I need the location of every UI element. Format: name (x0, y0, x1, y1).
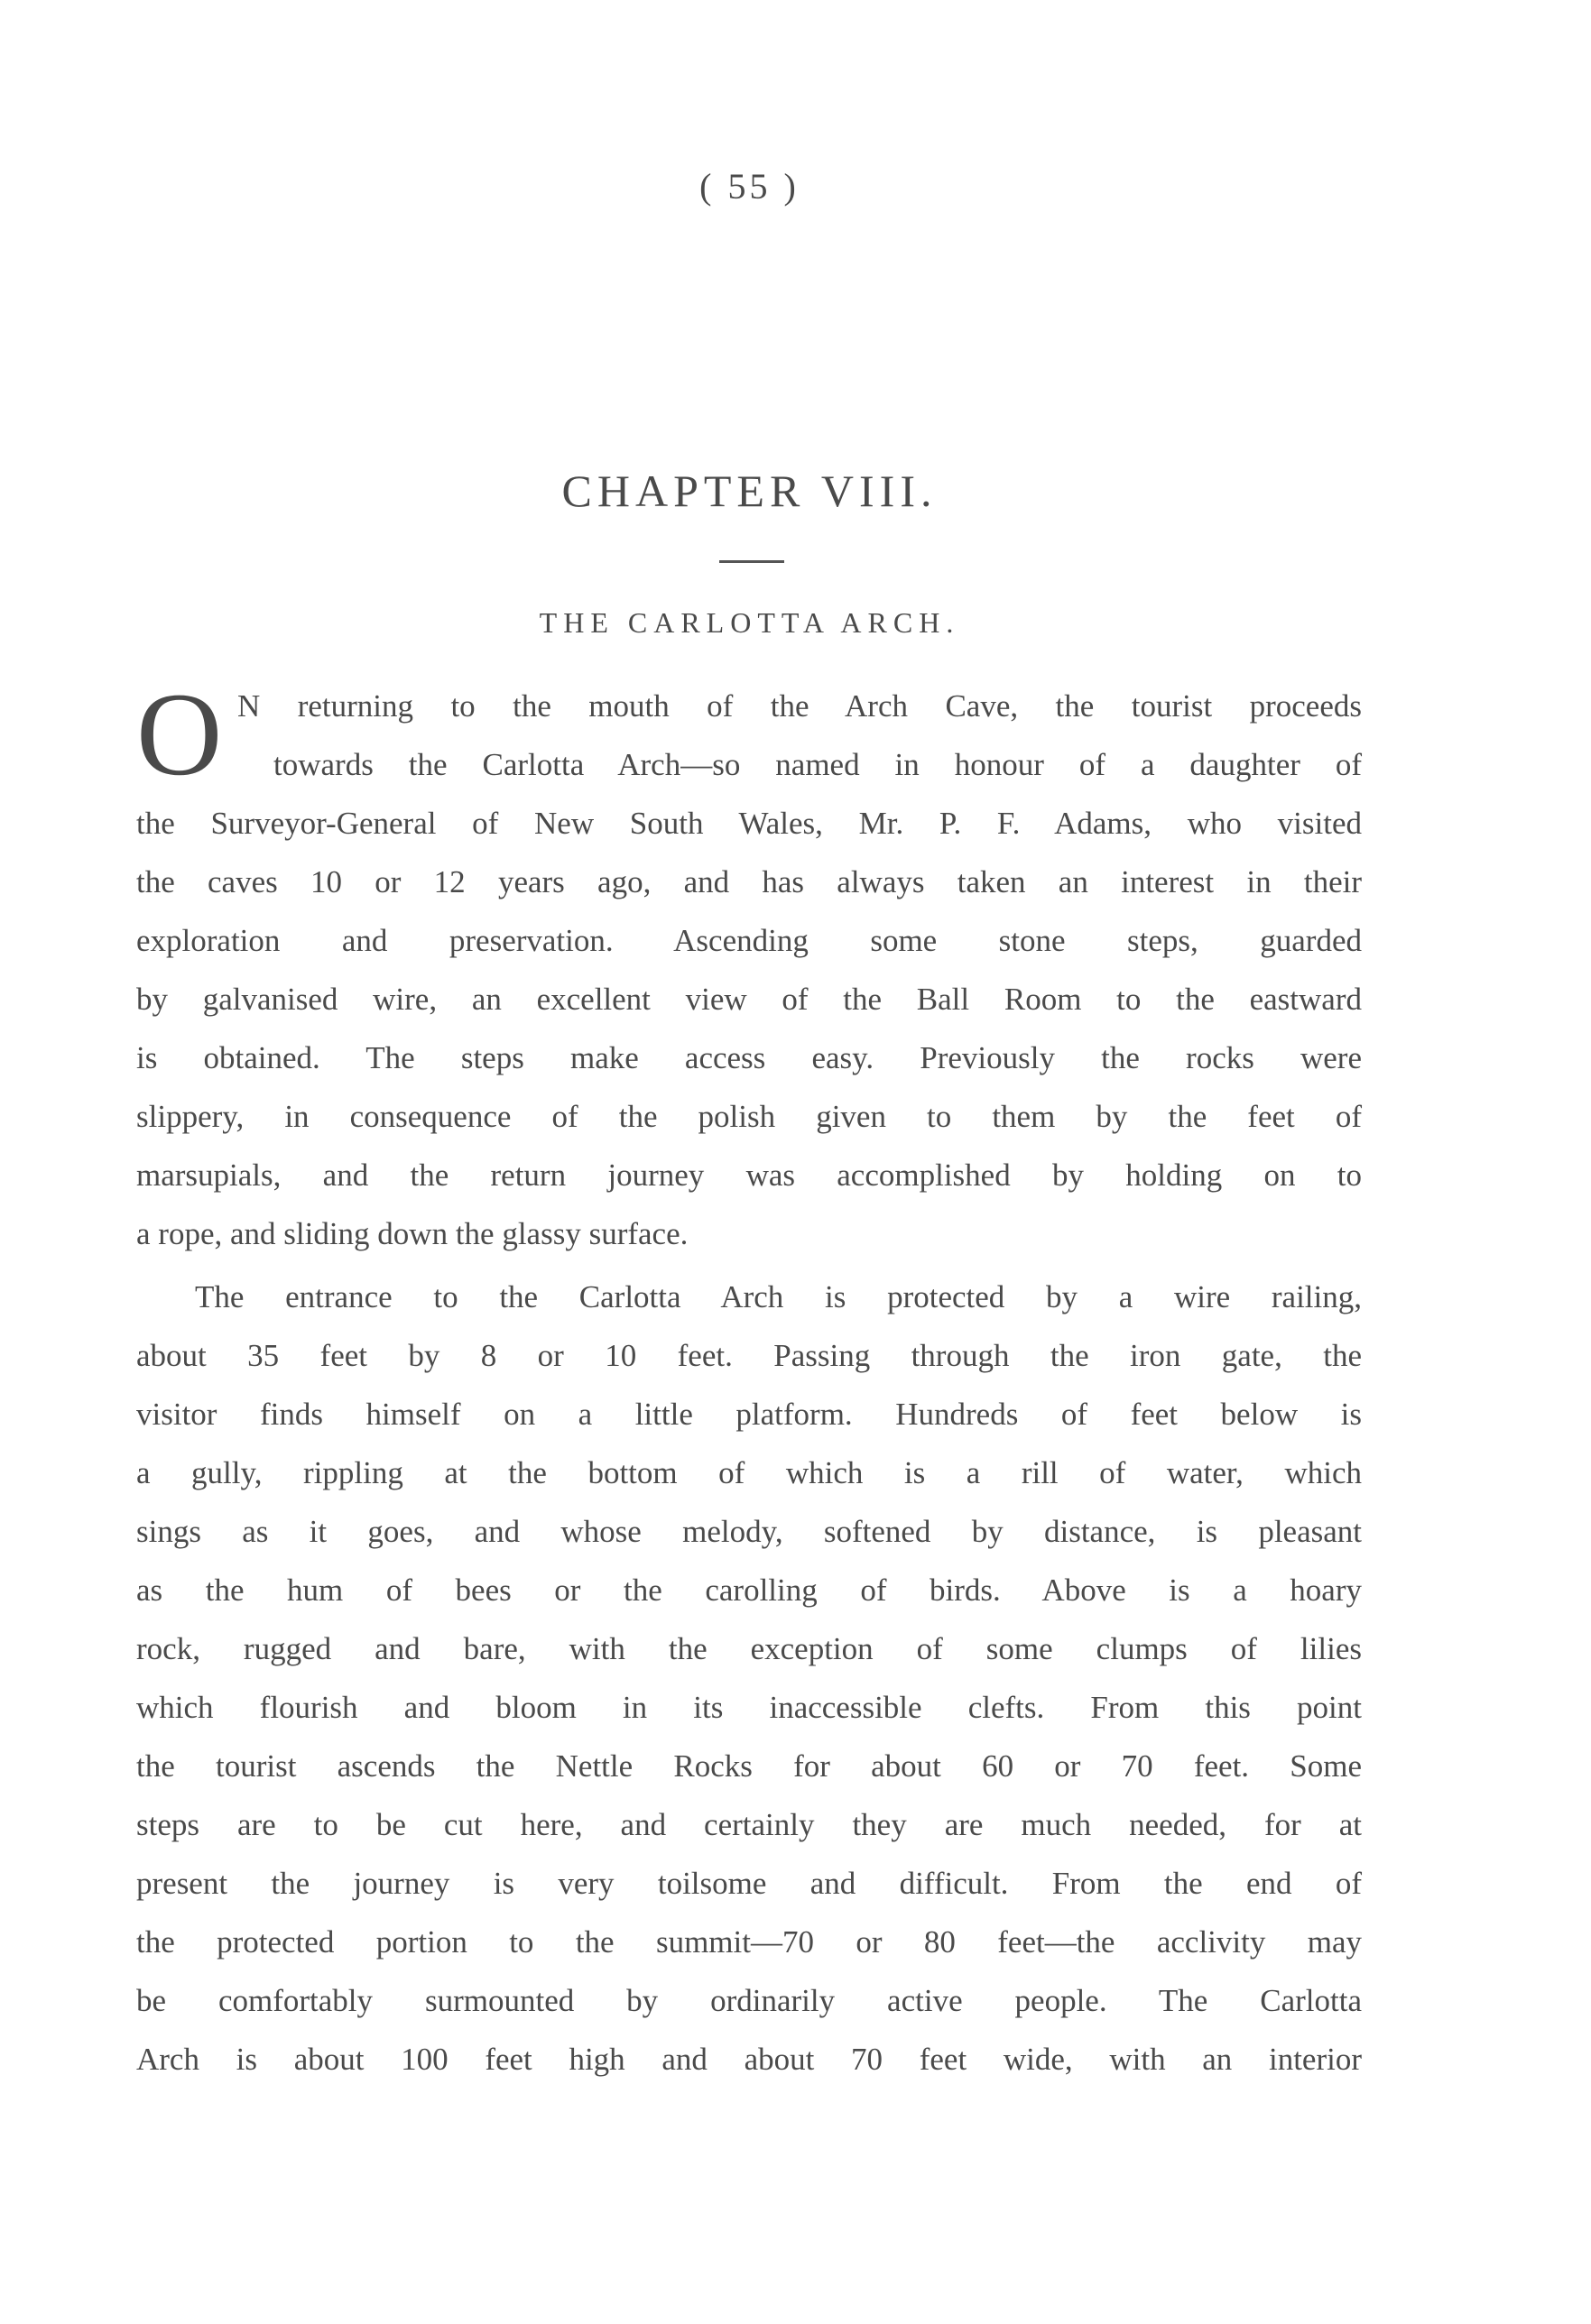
text-line: N returning to the mouth of the Arch Cave, the tourist proceeds (237, 688, 1362, 724)
page-number: ( 55 ) (699, 166, 800, 207)
text-line: Arch is about 100 feet high and about 70 feet wide, with an interior (136, 2042, 1362, 2077)
text-line: rock, rugged and bare, with the exception of some clumps of lilies (136, 1631, 1362, 1666)
text-line: visitor finds himself on a little platform. Hundreds of feet below is (136, 1397, 1362, 1432)
drop-cap: O (136, 668, 223, 800)
text-line: steps are to be cut here, and certainly they are much needed, for at (136, 1807, 1362, 1842)
text-line: present the journey is very toilsome and difficult. From the end of (136, 1866, 1362, 1901)
text-line: a gully, rippling at the bottom of which is a rill of water, which (136, 1455, 1362, 1490)
text-line: by galvanised wire, an excellent view of the Ball Room to the eastward (136, 982, 1362, 1017)
section-title: THE CARLOTTA ARCH. (539, 606, 960, 639)
text-line: about 35 feet by 8 or 10 feet. Passing through the iron gate, the (136, 1338, 1362, 1373)
text-line: the Surveyor-General of New South Wales, Mr. P. F. Adams, who visited (136, 806, 1362, 841)
text-line: a rope, and sliding down the glassy surface. (136, 1216, 689, 1251)
text-line: slippery, in consequence of the polish given to them by the feet of (136, 1099, 1362, 1134)
text-line: exploration and preservation. Ascending some stone steps, guarded (136, 923, 1362, 958)
title-divider (719, 560, 784, 563)
text-line: is obtained. The steps make access easy. Previously the rocks were (136, 1040, 1362, 1075)
text-line: be comfortably surmounted by ordinarily active people. The Carlotta (136, 1983, 1362, 2018)
text-line: towards the Carlotta Arch—so named in honour of a daughter of (273, 747, 1362, 782)
text-line: the tourist ascends the Nettle Rocks for about 60 or 70 feet. Some (136, 1748, 1362, 1784)
text-line: The entrance to the Carlotta Arch is protected by a wire railing, (195, 1279, 1362, 1314)
paragraph-1 (136, 668, 1362, 1263)
chapter-title: CHAPTER VIII. (561, 466, 938, 516)
text-line: as the hum of bees or the carolling of birds. Above is a hoary (136, 1572, 1362, 1608)
text-line: the protected portion to the summit—70 or 80 feet—the acclivity may (136, 1924, 1362, 1960)
drop-cap-wrapper (136, 668, 1362, 800)
text-line: marsupials, and the return journey was accomplished by holding on to (136, 1157, 1362, 1193)
text-line: which flourish and bloom in its inaccessible clefts. From this point (136, 1690, 1362, 1725)
paragraph-2 (136, 1268, 1362, 2089)
text-line: sings as it goes, and whose melody, softened by distance, is pleasant (136, 1514, 1362, 1549)
text-line: the caves 10 or 12 years ago, and has always taken an interest in their (136, 864, 1362, 899)
